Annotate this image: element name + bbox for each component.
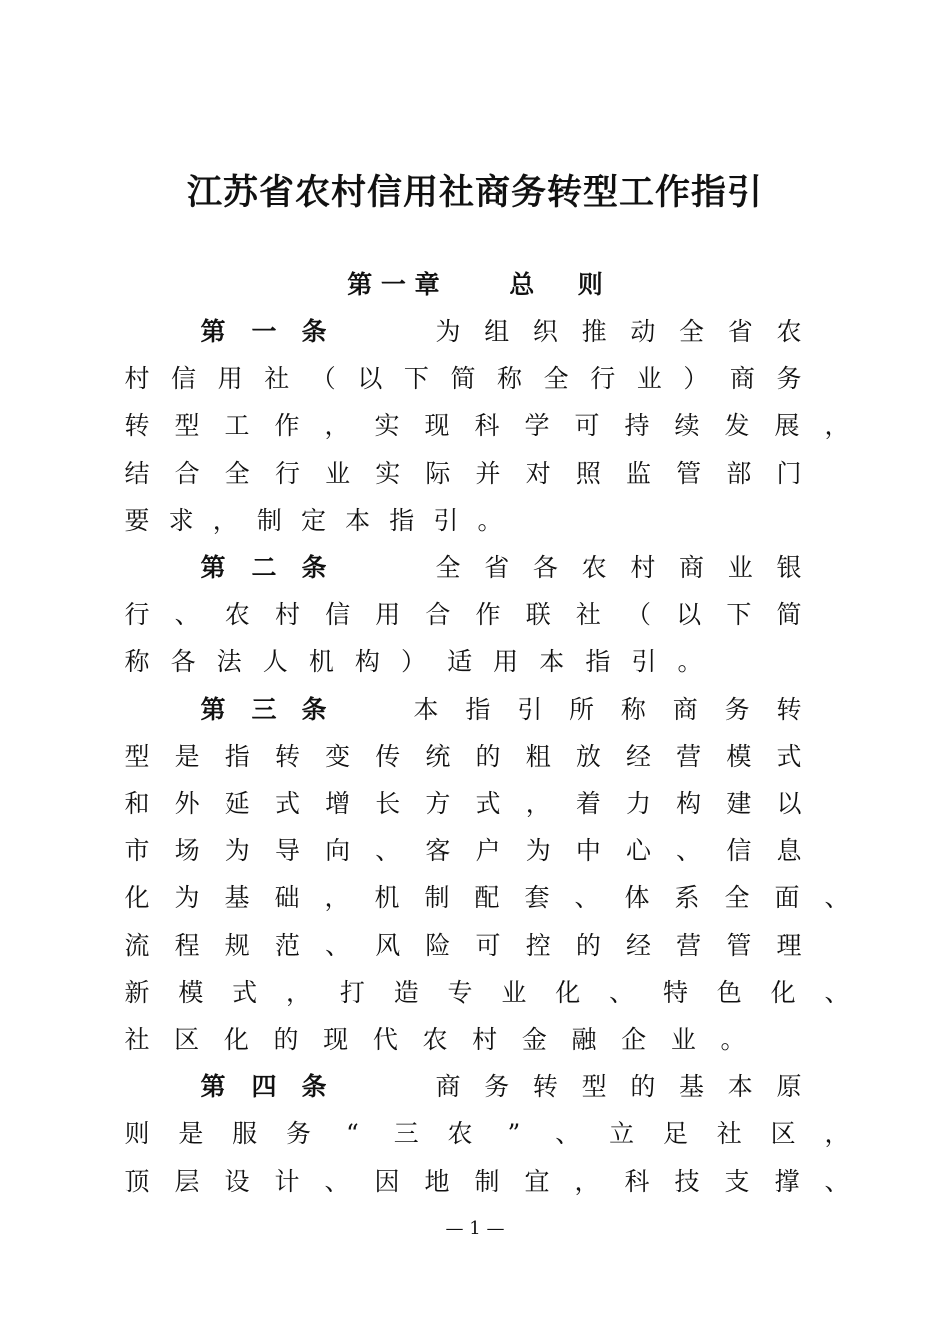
text-char: 以 xyxy=(357,364,383,394)
text-char: “ xyxy=(345,1119,359,1149)
text-char: ， xyxy=(824,1119,850,1149)
text-char: 简 xyxy=(776,600,802,630)
text-char: 引 xyxy=(517,694,543,724)
text-char: 中 xyxy=(575,836,601,866)
text-char: 制 xyxy=(424,883,450,913)
text-char: 代 xyxy=(372,1025,398,1054)
text-char: 信 xyxy=(171,364,197,394)
text-char: 称 xyxy=(124,647,150,677)
text-char: 险 xyxy=(425,930,451,960)
text-char: 行 xyxy=(274,458,300,488)
text-char: 、 xyxy=(325,930,351,960)
page-number: — 1 — xyxy=(445,1218,505,1239)
text-char: 信 xyxy=(325,600,351,630)
chapter-heading: 第 一 章 总 则 xyxy=(347,270,603,299)
text-char: 、 xyxy=(574,883,600,913)
text-char: 实 xyxy=(374,411,400,441)
text-line xyxy=(0,1114,950,1154)
text-char: 型 xyxy=(124,741,150,771)
text-line xyxy=(0,1162,950,1202)
text-char: 所 xyxy=(569,694,595,724)
text-char: 社 xyxy=(264,364,290,394)
text-char: 粗 xyxy=(525,741,551,771)
text-char: 适 xyxy=(447,647,473,677)
text-char: 息 xyxy=(776,836,802,866)
text-char: 企 xyxy=(621,1025,647,1054)
text-char: 风 xyxy=(375,930,401,960)
text-char: 为 xyxy=(174,883,200,913)
text-line xyxy=(0,784,950,824)
text-char: 放 xyxy=(575,741,601,771)
text-char: 立 xyxy=(609,1119,635,1149)
text-char: 。 xyxy=(720,1025,746,1054)
text-char: 农 xyxy=(581,553,607,582)
text-char: 村 xyxy=(274,600,300,630)
text-char: 农 xyxy=(422,1025,448,1054)
text-char: 、 xyxy=(375,836,401,866)
article-label-char: 条 xyxy=(301,694,327,724)
text-char: 要 xyxy=(124,505,150,535)
text-char: 技 xyxy=(674,1166,700,1196)
text-char: 、 xyxy=(324,1166,350,1196)
text-char: 服 xyxy=(232,1119,258,1149)
text-char: 。 xyxy=(677,647,703,677)
text-char: 全 xyxy=(543,364,569,394)
text-char: 是 xyxy=(178,1119,204,1149)
text-char: 经 xyxy=(626,741,652,771)
text-char: 信 xyxy=(726,836,752,866)
text-char: 称 xyxy=(497,364,523,394)
text-char: 业 xyxy=(501,977,527,1007)
text-char: 门 xyxy=(776,458,802,488)
text-char: 面 xyxy=(774,883,800,913)
text-line xyxy=(0,595,950,635)
text-char: 人 xyxy=(262,647,288,677)
text-char: 学 xyxy=(524,411,550,441)
text-char: 制 xyxy=(256,505,282,535)
text-char: 色 xyxy=(716,977,742,1007)
text-char: 、 xyxy=(174,600,200,630)
text-line xyxy=(0,737,950,777)
text-char: 务 xyxy=(286,1119,312,1149)
text-char: 三 xyxy=(393,1119,419,1149)
text-char: 体 xyxy=(624,883,650,913)
text-char: 合 xyxy=(174,458,200,488)
article-label-char: 三 xyxy=(251,694,277,724)
text-char: 全 xyxy=(724,883,750,913)
text-char: 村 xyxy=(630,553,656,582)
text-char: （ xyxy=(626,600,652,630)
text-char: 客 xyxy=(425,836,451,866)
text-char: 并 xyxy=(475,458,501,488)
text-char: 现 xyxy=(323,1025,349,1054)
text-char: 引 xyxy=(631,647,657,677)
text-char: 务 xyxy=(724,694,750,724)
text-char: 农 xyxy=(224,600,250,630)
text-char: ， xyxy=(574,1166,600,1196)
text-char: 的 xyxy=(575,930,601,960)
text-char: 支 xyxy=(724,1166,750,1196)
text-char: 和 xyxy=(124,789,150,818)
text-char: ” xyxy=(507,1119,521,1149)
text-char: 全 xyxy=(224,458,250,488)
text-char: 作 xyxy=(475,600,501,630)
text-char: 着 xyxy=(575,789,601,818)
text-char: 造 xyxy=(393,977,419,1007)
text-char: 监 xyxy=(626,458,652,488)
text-char: 机 xyxy=(308,647,334,677)
text-char: 型 xyxy=(174,411,200,441)
text-char: 模 xyxy=(726,741,752,771)
text-char: 的 xyxy=(273,1025,299,1054)
text-char: 行 xyxy=(590,364,616,394)
text-char: 层 xyxy=(174,1166,200,1196)
text-char: 持 xyxy=(624,411,650,441)
text-char: 银 xyxy=(776,553,802,582)
text-char: 力 xyxy=(626,789,652,818)
text-char: 化 xyxy=(555,977,581,1007)
text-char: 转 xyxy=(532,1072,558,1102)
text-char: 市 xyxy=(124,836,150,866)
text-char: 指 xyxy=(465,694,491,724)
text-char: 宜 xyxy=(524,1166,550,1196)
text-line xyxy=(0,406,950,446)
text-char: 为 xyxy=(435,317,461,346)
text-char: 原 xyxy=(776,1072,802,1102)
article-label-char: 第 xyxy=(200,317,226,346)
text-char: 行 xyxy=(124,600,150,630)
article-label-char: 条 xyxy=(301,317,327,346)
text-char: 统 xyxy=(425,741,451,771)
text-char: 推 xyxy=(581,317,607,346)
text-char: 的 xyxy=(630,1072,656,1102)
text-char: 对 xyxy=(525,458,551,488)
text-char: 合 xyxy=(425,600,451,630)
text-char: 地 xyxy=(424,1166,450,1196)
text-char: 务 xyxy=(484,1072,510,1102)
text-char: 村 xyxy=(472,1025,498,1054)
text-char: 化 xyxy=(770,977,796,1007)
text-char: 延 xyxy=(224,789,250,818)
text-char: 省 xyxy=(484,553,510,582)
text-char: 础 xyxy=(274,883,300,913)
text-char: 业 xyxy=(670,1025,696,1054)
text-char: 营 xyxy=(676,741,702,771)
article-label-char: 条 xyxy=(301,553,327,582)
text-char: ， xyxy=(525,789,551,818)
text-char: 则 xyxy=(124,1119,150,1149)
text-char: ， xyxy=(824,411,850,441)
text-char: 农 xyxy=(447,1119,473,1149)
text-line xyxy=(0,926,950,966)
text-line xyxy=(0,690,950,730)
text-char: 化 xyxy=(223,1025,249,1054)
text-line xyxy=(0,312,950,352)
text-char: 、 xyxy=(824,977,850,1007)
text-char: 用 xyxy=(493,647,519,677)
text-char: 现 xyxy=(424,411,450,441)
text-char: 构 xyxy=(354,647,380,677)
text-line xyxy=(0,1067,950,1107)
text-char: 足 xyxy=(662,1119,688,1149)
document-title: 江苏省农村信用社商务转型工作指引 xyxy=(186,172,763,213)
text-char: 导 xyxy=(274,836,300,866)
text-line xyxy=(0,359,950,399)
text-char: 机 xyxy=(374,883,400,913)
text-char: 、 xyxy=(824,883,850,913)
text-char: 管 xyxy=(676,458,702,488)
text-char: 业 xyxy=(325,458,351,488)
text-char: 转 xyxy=(776,694,802,724)
text-char: 务 xyxy=(776,364,802,394)
text-char: 商 xyxy=(672,694,698,724)
text-char: 科 xyxy=(474,411,500,441)
text-char: 省 xyxy=(727,317,753,346)
text-char: 照 xyxy=(575,458,601,488)
text-char: 以 xyxy=(676,600,702,630)
text-line xyxy=(0,831,950,871)
text-char: 指 xyxy=(585,647,611,677)
text-char: 长 xyxy=(375,789,401,818)
text-char: 实 xyxy=(375,458,401,488)
text-char: 定 xyxy=(300,505,326,535)
text-char: 商 xyxy=(729,364,755,394)
text-char: 、 xyxy=(824,1166,850,1196)
text-char: 续 xyxy=(674,411,700,441)
text-char: 设 xyxy=(224,1166,250,1196)
text-char: 传 xyxy=(375,741,401,771)
text-char: 全 xyxy=(679,317,705,346)
text-char: 基 xyxy=(679,1072,705,1102)
text-char: 式 xyxy=(274,789,300,818)
text-char: 结 xyxy=(124,458,150,488)
text-char: 营 xyxy=(676,930,702,960)
text-line xyxy=(0,878,950,918)
text-char: 指 xyxy=(224,741,250,771)
text-char: 外 xyxy=(174,789,200,818)
text-char: 程 xyxy=(174,930,200,960)
article-label-char: 第 xyxy=(200,553,226,582)
text-char: 业 xyxy=(727,553,753,582)
text-char: 基 xyxy=(224,883,250,913)
text-char: 商 xyxy=(679,553,705,582)
text-char: 称 xyxy=(620,694,646,724)
text-char: 本 xyxy=(727,1072,753,1102)
text-char: 部 xyxy=(726,458,752,488)
text-char: 方 xyxy=(425,789,451,818)
text-char: 法 xyxy=(216,647,242,677)
text-char: ） xyxy=(683,364,709,394)
text-char: 新 xyxy=(124,977,150,1007)
text-char: ， xyxy=(324,883,350,913)
article-label-char: 第 xyxy=(200,1072,226,1102)
text-char: 控 xyxy=(525,930,551,960)
text-char: 商 xyxy=(435,1072,461,1102)
text-char: 顶 xyxy=(124,1166,150,1196)
text-char: 范 xyxy=(274,930,300,960)
text-char: 打 xyxy=(339,977,365,1007)
article-label-char: 第 xyxy=(200,694,226,724)
text-char: 社 xyxy=(124,1025,150,1054)
text-char: 联 xyxy=(525,600,551,630)
article-label-char: 条 xyxy=(301,1072,327,1102)
text-char: ， xyxy=(286,977,312,1007)
text-char: 增 xyxy=(325,789,351,818)
text-char: 简 xyxy=(450,364,476,394)
text-char: 农 xyxy=(776,317,802,346)
text-char: 向 xyxy=(325,836,351,866)
text-char: 区 xyxy=(770,1119,796,1149)
text-char: 模 xyxy=(178,977,204,1007)
text-char: 展 xyxy=(774,411,800,441)
text-char: 规 xyxy=(224,930,250,960)
text-char: 融 xyxy=(571,1025,597,1054)
text-char: 配 xyxy=(474,883,500,913)
text-char: 可 xyxy=(475,930,501,960)
text-char: 为 xyxy=(224,836,250,866)
text-char: 指 xyxy=(389,505,415,535)
text-char: 引 xyxy=(433,505,459,535)
text-char: 的 xyxy=(475,741,501,771)
text-char: 、 xyxy=(609,977,635,1007)
text-char: 套 xyxy=(524,883,550,913)
text-char: 社 xyxy=(716,1119,742,1149)
text-char: 心 xyxy=(626,836,652,866)
text-char: 计 xyxy=(274,1166,300,1196)
text-char: 金 xyxy=(521,1025,547,1054)
text-char: （ xyxy=(310,364,336,394)
text-char: 下 xyxy=(726,600,752,630)
text-char: 化 xyxy=(124,883,150,913)
text-char: 式 xyxy=(776,741,802,771)
text-line xyxy=(0,1020,950,1060)
text-char: 型 xyxy=(581,1072,607,1102)
text-char: ） xyxy=(400,647,426,677)
text-char: 动 xyxy=(630,317,656,346)
text-char: 、 xyxy=(676,836,702,866)
text-char: 建 xyxy=(726,789,752,818)
text-char: 作 xyxy=(274,411,300,441)
text-line xyxy=(0,454,950,494)
text-char: 专 xyxy=(447,977,473,1007)
text-char: 织 xyxy=(532,317,558,346)
text-char: 全 xyxy=(435,553,461,582)
text-char: 为 xyxy=(525,836,551,866)
text-char: 科 xyxy=(624,1166,650,1196)
text-char: 撑 xyxy=(774,1166,800,1196)
text-char: 可 xyxy=(574,411,600,441)
text-char: ， xyxy=(324,411,350,441)
text-char: 下 xyxy=(403,364,429,394)
text-char: 各 xyxy=(532,553,558,582)
text-char: 构 xyxy=(676,789,702,818)
text-char: 因 xyxy=(374,1166,400,1196)
text-char: 式 xyxy=(475,789,501,818)
text-char: 际 xyxy=(425,458,451,488)
text-char: 特 xyxy=(662,977,688,1007)
text-char: 用 xyxy=(217,364,243,394)
text-char: 式 xyxy=(232,977,258,1007)
text-line xyxy=(0,501,950,541)
text-char: 以 xyxy=(776,789,802,818)
text-char: 变 xyxy=(325,741,351,771)
text-line xyxy=(0,642,950,682)
text-char: 理 xyxy=(776,930,802,960)
text-char: 流 xyxy=(124,930,150,960)
text-char: 各 xyxy=(170,647,196,677)
article-label-char: 二 xyxy=(251,553,277,582)
text-char: 区 xyxy=(174,1025,200,1054)
text-char: 制 xyxy=(474,1166,500,1196)
article-label-char: 四 xyxy=(251,1072,277,1102)
text-char: 社 xyxy=(575,600,601,630)
text-char: 本 xyxy=(345,505,371,535)
text-char: 户 xyxy=(475,836,501,866)
text-char: 用 xyxy=(375,600,401,630)
text-char: ， xyxy=(212,505,238,535)
article-label-char: 一 xyxy=(251,317,277,346)
text-char: 。 xyxy=(477,505,503,535)
text-char: 是 xyxy=(174,741,200,771)
text-char: 本 xyxy=(413,694,439,724)
text-char: 管 xyxy=(726,930,752,960)
text-char: 本 xyxy=(539,647,565,677)
text-char: 场 xyxy=(174,836,200,866)
text-char: 发 xyxy=(724,411,750,441)
text-char: 系 xyxy=(674,883,700,913)
text-char: 转 xyxy=(124,411,150,441)
text-line xyxy=(0,548,950,588)
text-char: 工 xyxy=(224,411,250,441)
text-char: 转 xyxy=(274,741,300,771)
text-char: 村 xyxy=(124,364,150,394)
text-char: 求 xyxy=(168,505,194,535)
text-char: 组 xyxy=(484,317,510,346)
text-char: 业 xyxy=(636,364,662,394)
text-char: 、 xyxy=(555,1119,581,1149)
text-char: 经 xyxy=(626,930,652,960)
text-line xyxy=(0,973,950,1013)
